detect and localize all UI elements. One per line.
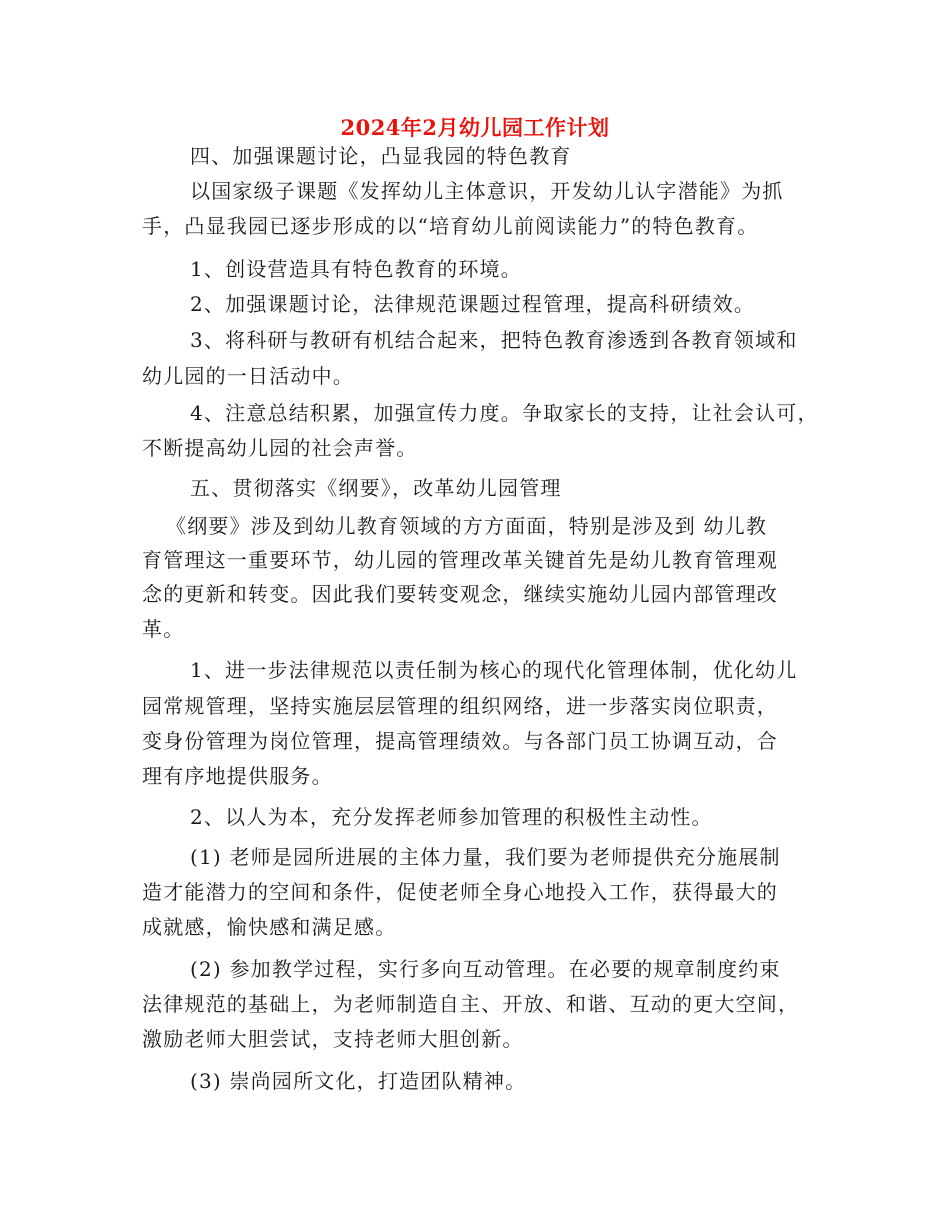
list-item-line: 1、创设营造具有特色教育的环境。 [190, 257, 522, 281]
section-heading-4: 四、加强课题讨论，凸显我园的特色教育 [190, 144, 572, 168]
paragraph-line: 法律规范的基础上，为老师制造自主、开放、和谐、互动的更大空间， [142, 992, 800, 1016]
list-item-line: 2、以人为本，充分发挥老师参加管理的积极性主动性。 [190, 805, 713, 829]
paragraph-line: 育管理这一重要环节，幼儿园的管理改革关键首先是幼儿教育管理观 [142, 548, 778, 572]
paragraph-line: 成就感，愉快感和满足感。 [142, 915, 397, 939]
paragraph-line: 《纲要》涉及到幼儿教育领域的方方面面，特别是涉及到 幼儿教 [166, 514, 768, 538]
paragraph-line: 以国家级子课题《发挥幼儿主体意识，开发幼儿认字潜能》为抓 [190, 179, 784, 203]
paragraph-line: 幼儿园的一日活动中。 [142, 364, 354, 388]
paragraph-line: 变身份管理为岗位管理，提高管理绩效。与各部门员工协调互动，合 [142, 729, 778, 753]
paragraph-line: 激励老师大胆尝试，支持老师大胆创新。 [142, 1027, 524, 1051]
section-heading-5: 五、贯彻落实《纲要》，改革幼儿园管理 [190, 476, 562, 500]
document-title: 2024年2月幼儿园工作计划 [340, 115, 610, 140]
paragraph-line: 理有序地提供服务。 [142, 764, 333, 788]
paragraph-line: 园常规管理，坚持实施层层管理的组织网络，进一步落实岗位职责， [142, 694, 778, 718]
list-item-line: (3) 崇尚园所文化，打造团队精神。 [190, 1069, 527, 1093]
list-item-line: 2、加强课题讨论，法律规范课题过程管理，提高科研绩效。 [190, 292, 756, 316]
list-item-line: (1) 老师是园所进展的主体力量，我们要为老师提供充分施展制 [190, 845, 781, 869]
paragraph-line: 革。 [142, 617, 185, 641]
paragraph-line: 念的更新和转变。因此我们要转变观念，继续实施幼儿园内部管理改 [142, 582, 778, 606]
list-item-line: 4、注意总结积累，加强宣传力度。争取家长的支持，让社会认可， [190, 401, 819, 425]
paragraph-line: 造才能潜力的空间和条件，促使老师全身心地投入工作，获得最大的 [142, 880, 778, 904]
list-item-line: (2) 参加教学过程，实行多向互动管理。在必要的规章制度约束 [190, 957, 781, 981]
list-item-line: 3、将科研与教研有机结合起来，把特色教育渗透到各教育领域和 [190, 328, 798, 352]
paragraph-line: 不断提高幼儿园的社会声誉。 [142, 436, 418, 460]
list-item-line: 1、进一步法律规范以责任制为核心的现代化管理体制，优化幼儿 [190, 658, 798, 682]
paragraph-line: 手，凸显我园已逐步形成的以“培育幼儿前阅读能力”的特色教育。 [142, 214, 759, 238]
